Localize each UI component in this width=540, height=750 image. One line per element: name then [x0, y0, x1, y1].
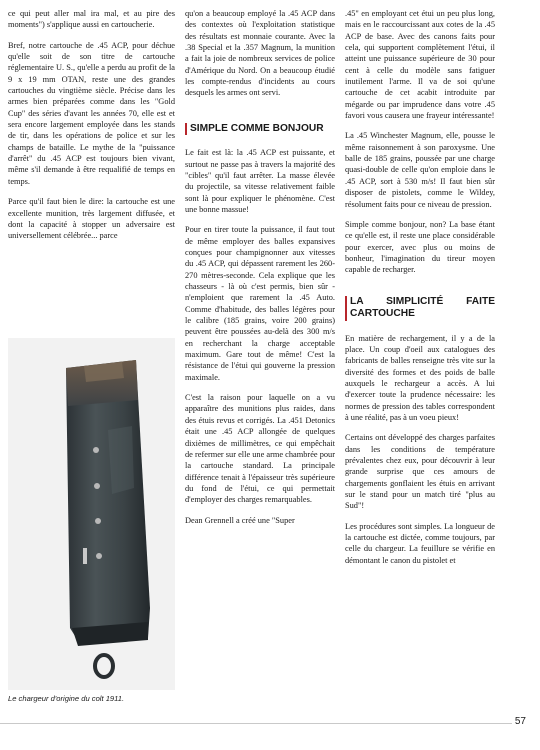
- section-heading: SIMPLE COMME BONJOUR: [185, 123, 335, 136]
- right-column: [345, 8, 495, 575]
- body-paragraph: .45" en employant cet étui un peu plus long, mais en le raccourcissant aux cotes de la .45 ACP de base. Avec des canons faits pour cela, qui supportent complètement l'étui, il atteint une puissance supérieure de 30 pour cent à celle du modèle sans fatiguer inutilement l'arme. Il va de soi qu'une cartouche de cet acabit introduite par mégarde ou par imprudence dans votre .45 favori vous causera une frayeur intéressante!: [345, 9, 495, 121]
- body-paragraph: Le fait est là: la .45 ACP est puissante, et surtout ne passe pas à travers la majorité des "cibles" qu'il faut arrêter. La masse élevée du projectile, sa vitesse relativement faible sont là pour expliquer le phénomène. C'est une bonne massue!: [185, 148, 335, 214]
- body-paragraph: Les procédures sont simples. La longueur de la cartouche est dictée, comme toujours, par celle du chargeur. La feuillure se vérifie en démontant le canon du pistolet et: [345, 521, 495, 565]
- section-heading: LA SIMPLICITÉ FAITE CARTOUCHE: [345, 296, 495, 321]
- body-paragraph: ce qui peut aller mal ira mal, et au pire des moments") s'applique aussi en cartoucherie.: [8, 9, 175, 30]
- body-paragraph: qu'on a beaucoup employé la .45 ACP dans des contextes où l'exploitation statistique des résultats est monnaie courante. Avec la .38 Special et la .357 Magnum, la munition a fait la joie de nombreux services de police d'Amérique du Nord. On a beaucoup étudié les compte-rendus d'incidents au cours desquels les armes ont servi.: [185, 9, 335, 98]
- body-paragraph: Bref, notre cartouche de .45 ACP, pour déchue qu'elle soit de son titre de cartouche réglementaire U. S., qu'elle a perdu au profit de la 9 x 19 mm OTAN, reste une des grandes cartouches du vingtième siècle. Précise dans les armes bien préparées comme dans les "Gold Cup" des séries d'avant les années 70, elle est et sera encore largement employée dans les stands de tir, dans les opérations de police et sur les champs de bataille. Le mythe de la "puissance d'arrêt" du .45 ACP est toujours bien vivant, même s'il demande à être requalifié de temps en temps.: [8, 40, 175, 186]
- body-paragraph: En matière de rechargement, il y a de la place. Un coup d'oeil aux catalogues des fabricants de balles renseigne très vite sur la diversité des formes et des poids de balle auxquels le rechargeur a accès. A lui d'exercer toute la prudence nécessaire: les normes de pression des tables correspondent à une réalité, pas à un voeu pieux!: [345, 333, 495, 422]
- body-paragraph: C'est la raison pour laquelle on a vu apparaître des munitions plus raides, dans des étuis revus et corrigés. La .451 Detonics était une .45 ACP allongée de quelques dixièmes de millimètres, ce qui empêchait de refermer sur elle une arme chambrée pour la cartouche standard. La principale différence tenait à l'épaisseur très supérieure du fond de l'étui, ce qui permettait d'employer des charges remarquables.: [185, 393, 335, 505]
- body-paragraph: Certains ont développé des charges parfaites dans les conditions de température prévalentes chez eux, pour découvrir à leur grande surprise que ces amours de chargements gonflaient les étuis en arrivant sur le stand pour un match tiré "plus au Sud"!: [345, 433, 495, 511]
- body-paragraph: Parce qu'il faut bien le dire: la cartouche est une excellente munition, très largement diffusée, et dont la capacité à stopper un adversaire est universellement célébrée... parce: [8, 197, 175, 241]
- middle-column: [185, 8, 335, 535]
- left-column: [8, 8, 175, 251]
- body-paragraph: Simple comme bonjour, non? La base étant ce qu'elle est, il reste une place considérable pour exercer, avec plus ou moins de bonheur, l'imagination du tireur moyen capable de recharger.: [345, 219, 495, 275]
- footer-rule: [0, 723, 512, 724]
- body-paragraph: Dean Grennell a créé une "Super: [185, 515, 295, 525]
- page-number: 57: [514, 716, 526, 727]
- photo-caption: Le chargeur d'origine du colt 1911.: [8, 694, 125, 703]
- colt-1911-magazine-image: [8, 338, 175, 690]
- magazine-photo: [8, 338, 175, 690]
- body-paragraph: Pour en tirer toute la puissance, il faut tout de même employer des balles expansives conçues pour champignonner aux vitesses du .45 ACP, qui dépassent rarement les 260-270 mètres-seconde. Cela explique que les chasseurs - là où c'est permis, bien sûr - n'emploient que rarement la .45 Auto. Comme d'habitude, des balles légères pour le calibre (185 grains, voire 200 grains) peuvent être poussées au-delà des 300 m/s en recherchant la charge acceptable maximum. Gare tout de même! C'est la résistance de l'étui qui gouverne la pression maximale.: [185, 225, 335, 382]
- body-paragraph: La .45 Winchester Magnum, elle, pousse le même raisonnement à son paroxysme. Une balle de 185 grains, poussée par une charge quasi-double de celle qu'on emploie dans le .45 ACP, sort à 530 m/s! Il faut bien sûr disposer de pistolets, comme le Wildey, résolument faits pour ce niveau de pression.: [345, 131, 495, 209]
